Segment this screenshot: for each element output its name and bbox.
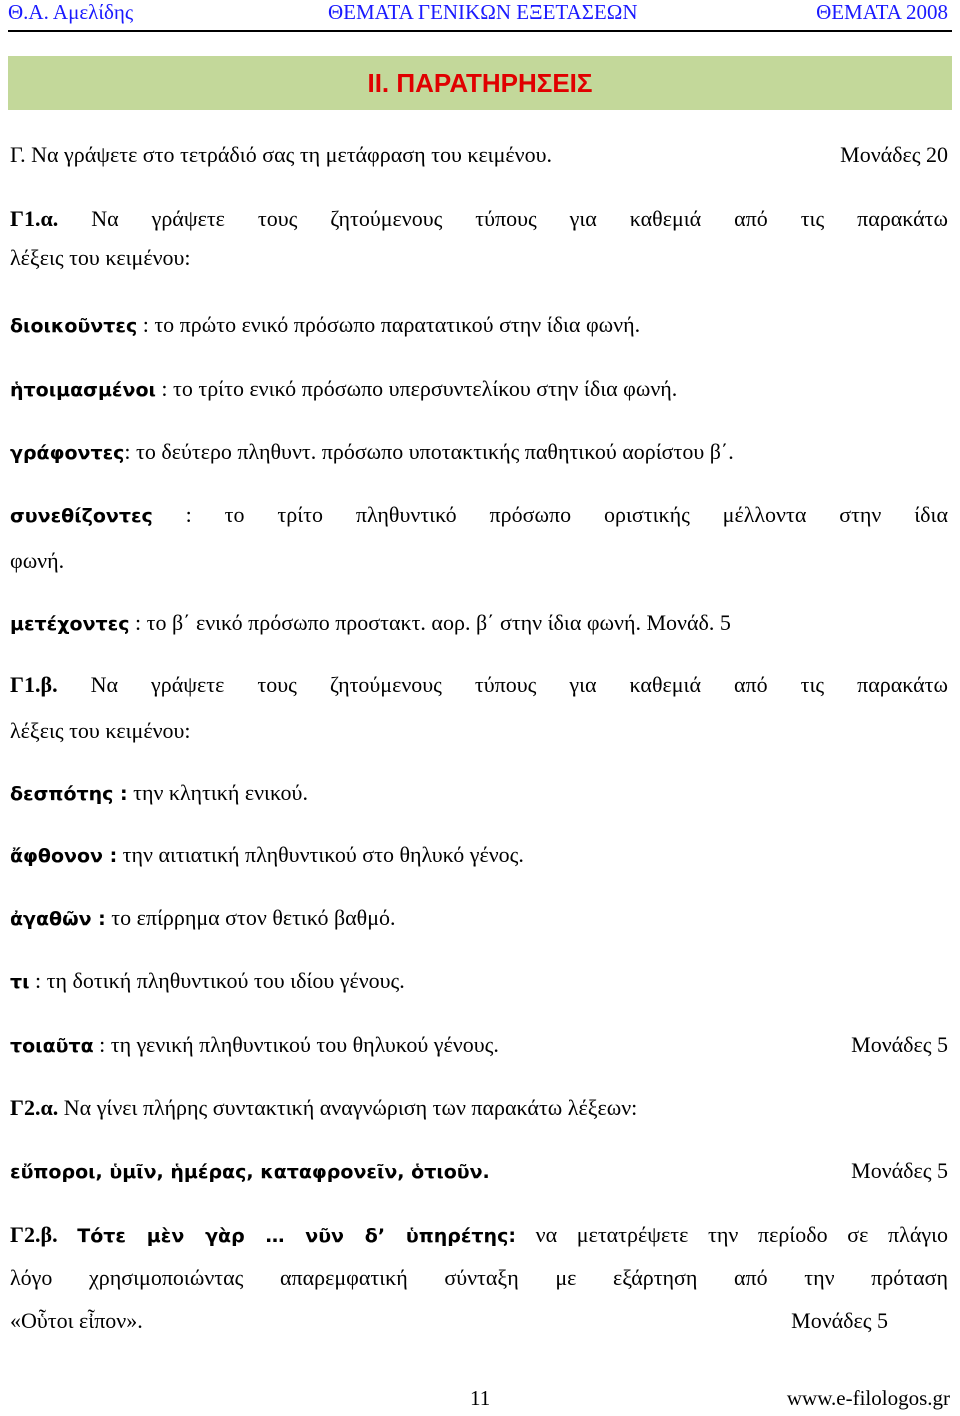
question-g1b-line1: Γ1.β. Να γράψετε τους ζητούμενους τύπους για καθεμιά από τις παρακάτω	[10, 672, 949, 697]
marks: Μονάδες 5	[851, 1032, 948, 1057]
question-g1b-label: Γ1.β.	[10, 672, 58, 697]
marks: Μονάδες 5	[791, 1308, 888, 1333]
question-g	[10, 140, 948, 170]
question-g2b-line2: λόγο χρησιμοποιώντας απαρεμφατική σύνταξη με εξάρτηση από την πρόταση	[10, 1265, 948, 1290]
header-year: ΘΕΜΑΤΑ 2008	[816, 0, 948, 24]
footer-site: www.e-filologos.gr	[786, 1386, 950, 1410]
section-title: ΙΙ. ΠΑΡΑΤΗΡΗΣΕΙΣ	[8, 56, 952, 110]
list-item: διοικοῦντες : το πρώτο ενικό πρόσωπο παρατατικού στην ίδια φωνή.	[10, 312, 641, 337]
question-g2a: Γ2.α. Να γίνει πλήρης συντακτική αναγνώριση των παρακάτω λέξεων:	[10, 1095, 638, 1120]
question-g2a-label: Γ2.α.	[10, 1095, 59, 1120]
question-g1a-line2: λέξεις του κειμένου:	[10, 245, 191, 270]
header-author: Θ.Α. Αμελίδης	[8, 0, 134, 24]
header-divider	[8, 30, 952, 32]
question-g2a-words: εὔποροι, ὑμῖν, ἡμέρας, καταφρονεῖν, ὁτιοῦν. Μονάδες 5	[10, 1156, 948, 1187]
header-title: ΘΕΜΑΤΑ ΓΕΝΙΚΩΝ ΕΞΕΤΑΣΕΩΝ	[328, 0, 638, 24]
list-item: δεσπότης : την κλητική ενικού.	[10, 780, 308, 805]
question-g2b-line1: Γ2.β. Τότε μὲν γὰρ … νῦν δ’ ὑπηρέτης: να μετατρέψετε την περίοδο σε πλάγιο	[10, 1222, 949, 1247]
list-item: τι : τη δοτική πληθυντικού του ιδίου γένους.	[10, 968, 405, 993]
list-item: μετέχοντες : το β΄ ενικό πρόσωπο προστακτ. αορ. β΄ στην ίδια φωνή. Μονάδ. 5	[10, 610, 731, 635]
question-g-marks: Μονάδες 20	[840, 142, 948, 167]
marks: Μονάδες 5	[851, 1158, 948, 1183]
page-number: 11	[470, 1386, 491, 1410]
question-g2b-line3: «Οὗτοι εἶπον». Μονάδες 5	[10, 1306, 948, 1336]
list-item-continued: φωνή.	[10, 548, 65, 573]
list-item: ἀγαθῶν : το επίρρημα στον θετικό βαθμό.	[10, 905, 396, 930]
question-g1b-line2: λέξεις του κειμένου:	[10, 718, 191, 743]
question-g1a-label: Γ1.α.	[10, 206, 59, 231]
question-g1a-line1: Γ1.α. Να γράψετε τους ζητούμενους τύπους για καθεμιά από τις παρακάτω	[10, 206, 949, 231]
page-header	[0, 0, 960, 30]
list-item: γράφοντες: το δεύτερο πληθυντ. πρόσωπο υποτακτικής παθητικού αορίστου β΄.	[10, 439, 734, 464]
list-item: τοιαῦτα : τη γενική πληθυντικού του θηλυκού γένους. Μονάδες 5	[10, 1030, 948, 1061]
list-item: ἄφθονον : την αιτιατική πληθυντικού στο θηλυκό γένος.	[10, 842, 524, 867]
list-item: συνεθίζοντες : το τρίτο πληθυντικό πρόσωπο οριστικής μέλλοντα στην ίδια	[10, 502, 948, 527]
page-footer	[0, 1386, 960, 1416]
question-g-text: Γ. Να γράψετε στο τετράδιό σας τη μετάφραση του κειμένου.	[10, 142, 552, 167]
marks: Μονάδ. 5	[646, 610, 731, 635]
question-g2b-label: Γ2.β.	[10, 1222, 58, 1247]
list-item: ἡτοιμασμένοι : το τρίτο ενικό πρόσωπο υπερσυντελίκου στην ίδια φωνή.	[10, 376, 678, 401]
